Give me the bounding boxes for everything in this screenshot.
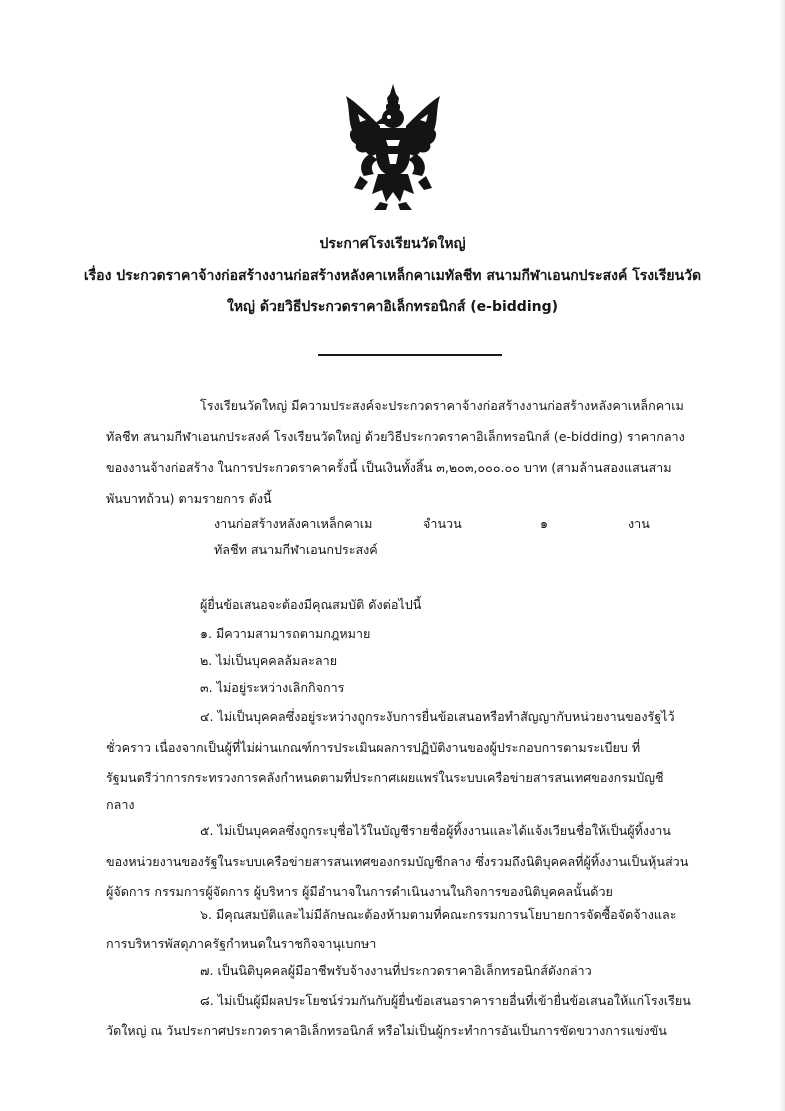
item-qty-label: จำนวน	[423, 516, 462, 531]
qualification-6-line-1: ๖. มีคุณสมบัติและไม่มีลักษณะต้องห้ามตามที่คณะกรรมการนโยบายการจัดซื้อจัดจ้างและ	[200, 907, 677, 922]
garuda-emblem-icon	[344, 84, 442, 212]
item-unit: งาน	[628, 516, 650, 531]
qualifications-heading: ผู้ยื่นข้อเสนอจะต้องมีคุณสมบัติ ดังต่อไปนี้	[200, 597, 422, 612]
announcement-subject-line-1: เรื่อง ประกวดราคาจ้างก่อสร้างงานก่อสร้างหลังคาเหล็กคาเมทัลชีท สนามกีฬาเอนกประสงค์ โรงเรียนวัด	[83, 268, 702, 284]
qualification-5-line-2: ของหน่วยงานของรัฐในระบบเครือข่ายสารสนเทศของกรมบัญชีกลาง ซึ่งรวมถึงนิติบุคคลที่ผู้ทิ้งงานเป็นหุ้นส่วน	[106, 854, 689, 869]
qualification-3: ๓. ไม่อยู่ระหว่างเลิกกิจการ	[200, 680, 345, 695]
qualification-8-line-2: วัดใหญ่ ณ วันประกาศประกวดราคาอิเล็กทรอนิกส์ หรือไม่เป็นผู้กระทำการอันเป็นการขัดขวางการแข่งขัน	[106, 1023, 667, 1038]
qualification-4-line-2: ชั่วคราว เนื่องจากเป็นผู้ที่ไม่ผ่านเกณฑ์การประเมินผลการปฏิบัติงานของผู้ประกอบการตามระเบียบ ที่	[106, 740, 641, 755]
scan-edge-shadow	[779, 0, 785, 1111]
qualification-5-line-3: ผู้จัดการ กรรมการผู้จัดการ ผู้บริหาร ผู้มีอำนาจในการดำเนินงานในกิจการของนิติบุคคลนั้นด้วย	[106, 884, 613, 899]
title-divider	[318, 354, 502, 356]
qualification-4-line-1: ๔. ไม่เป็นบุคคลซึ่งอยู่ระหว่างถูกระงับการยื่นข้อเสนอหรือทำสัญญากับหน่วยงานของรัฐไว้	[200, 709, 675, 724]
item-qty-value: ๑	[540, 516, 548, 531]
item-name-line-2: ทัลชีท สนามกีฬาเอนกประสงค์	[214, 542, 378, 557]
qualification-4-line-3: รัฐมนตรีว่าการกระทรวงการคลังกำหนดตามที่ประกาศเผยแพร่ในระบบเครือข่ายสารสนเทศของกรมบัญชี	[106, 770, 664, 785]
announcement-title: ประกาศโรงเรียนวัดใหญ่	[319, 236, 466, 252]
qualification-6-line-2: การบริหารพัสดุภาครัฐกำหนดในราชกิจจานุเบกษา	[106, 936, 377, 951]
qualification-8-line-1: ๘. ไม่เป็นผู้มีผลประโยชน์ร่วมกันกับผู้ยื่นข้อเสนอราคารายอื่นที่เข้ายื่นข้อเสนอให้แก่โรงเรียน	[200, 993, 691, 1008]
qualification-7: ๗. เป็นนิติบุคคลผู้มีอาชีพรับจ้างงานที่ประกวดราคาอิเล็กทรอนิกส์ดังกล่าว	[200, 963, 592, 978]
intro-line-2: ทัลชีท สนามกีฬาเอนกประสงค์ โรงเรียนวัดใหญ่ ด้วยวิธีประกวดราคาอิเล็กทรอนิกส์ (e-bidding) ราคากลาง	[106, 429, 685, 444]
intro-line-4: พันบาทถ้วน) ตามรายการ ดังนี้	[106, 491, 272, 506]
intro-line-3: ของงานจ้างก่อสร้าง ในการประกวดราคาครั้งนี้ เป็นเงินทั้งสิ้น ๓,๒๐๓,๐๐๐.๐๐ บาท (สามล้านสองแสนสาม	[106, 460, 672, 475]
item-name-line-1: งานก่อสร้างหลังคาเหล็กคาเม	[214, 516, 373, 531]
intro-line-1: โรงเรียนวัดใหญ่ มีความประสงค์จะประกวดราคาจ้างก่อสร้างงานก่อสร้างหลังคาเหล็กคาเม	[200, 398, 684, 413]
qualification-4-line-4: กลาง	[106, 797, 135, 812]
qualification-1: ๑. มีความสามารถตามกฎหมาย	[200, 626, 371, 641]
qualification-2: ๒. ไม่เป็นบุคคลล้มละลาย	[200, 653, 338, 668]
qualification-5-line-1: ๕. ไม่เป็นบุคคลซึ่งถูกระบุชื่อไว้ในบัญชีรายชื่อผู้ทิ้งงานและได้แจ้งเวียนชื่อให้เป็นผู้ทิ้งงาน	[200, 823, 671, 838]
announcement-subject-line-2: ใหญ่ ด้วยวิธีประกวดราคาอิเล็กทรอนิกส์ (e-bidding)	[226, 299, 559, 315]
